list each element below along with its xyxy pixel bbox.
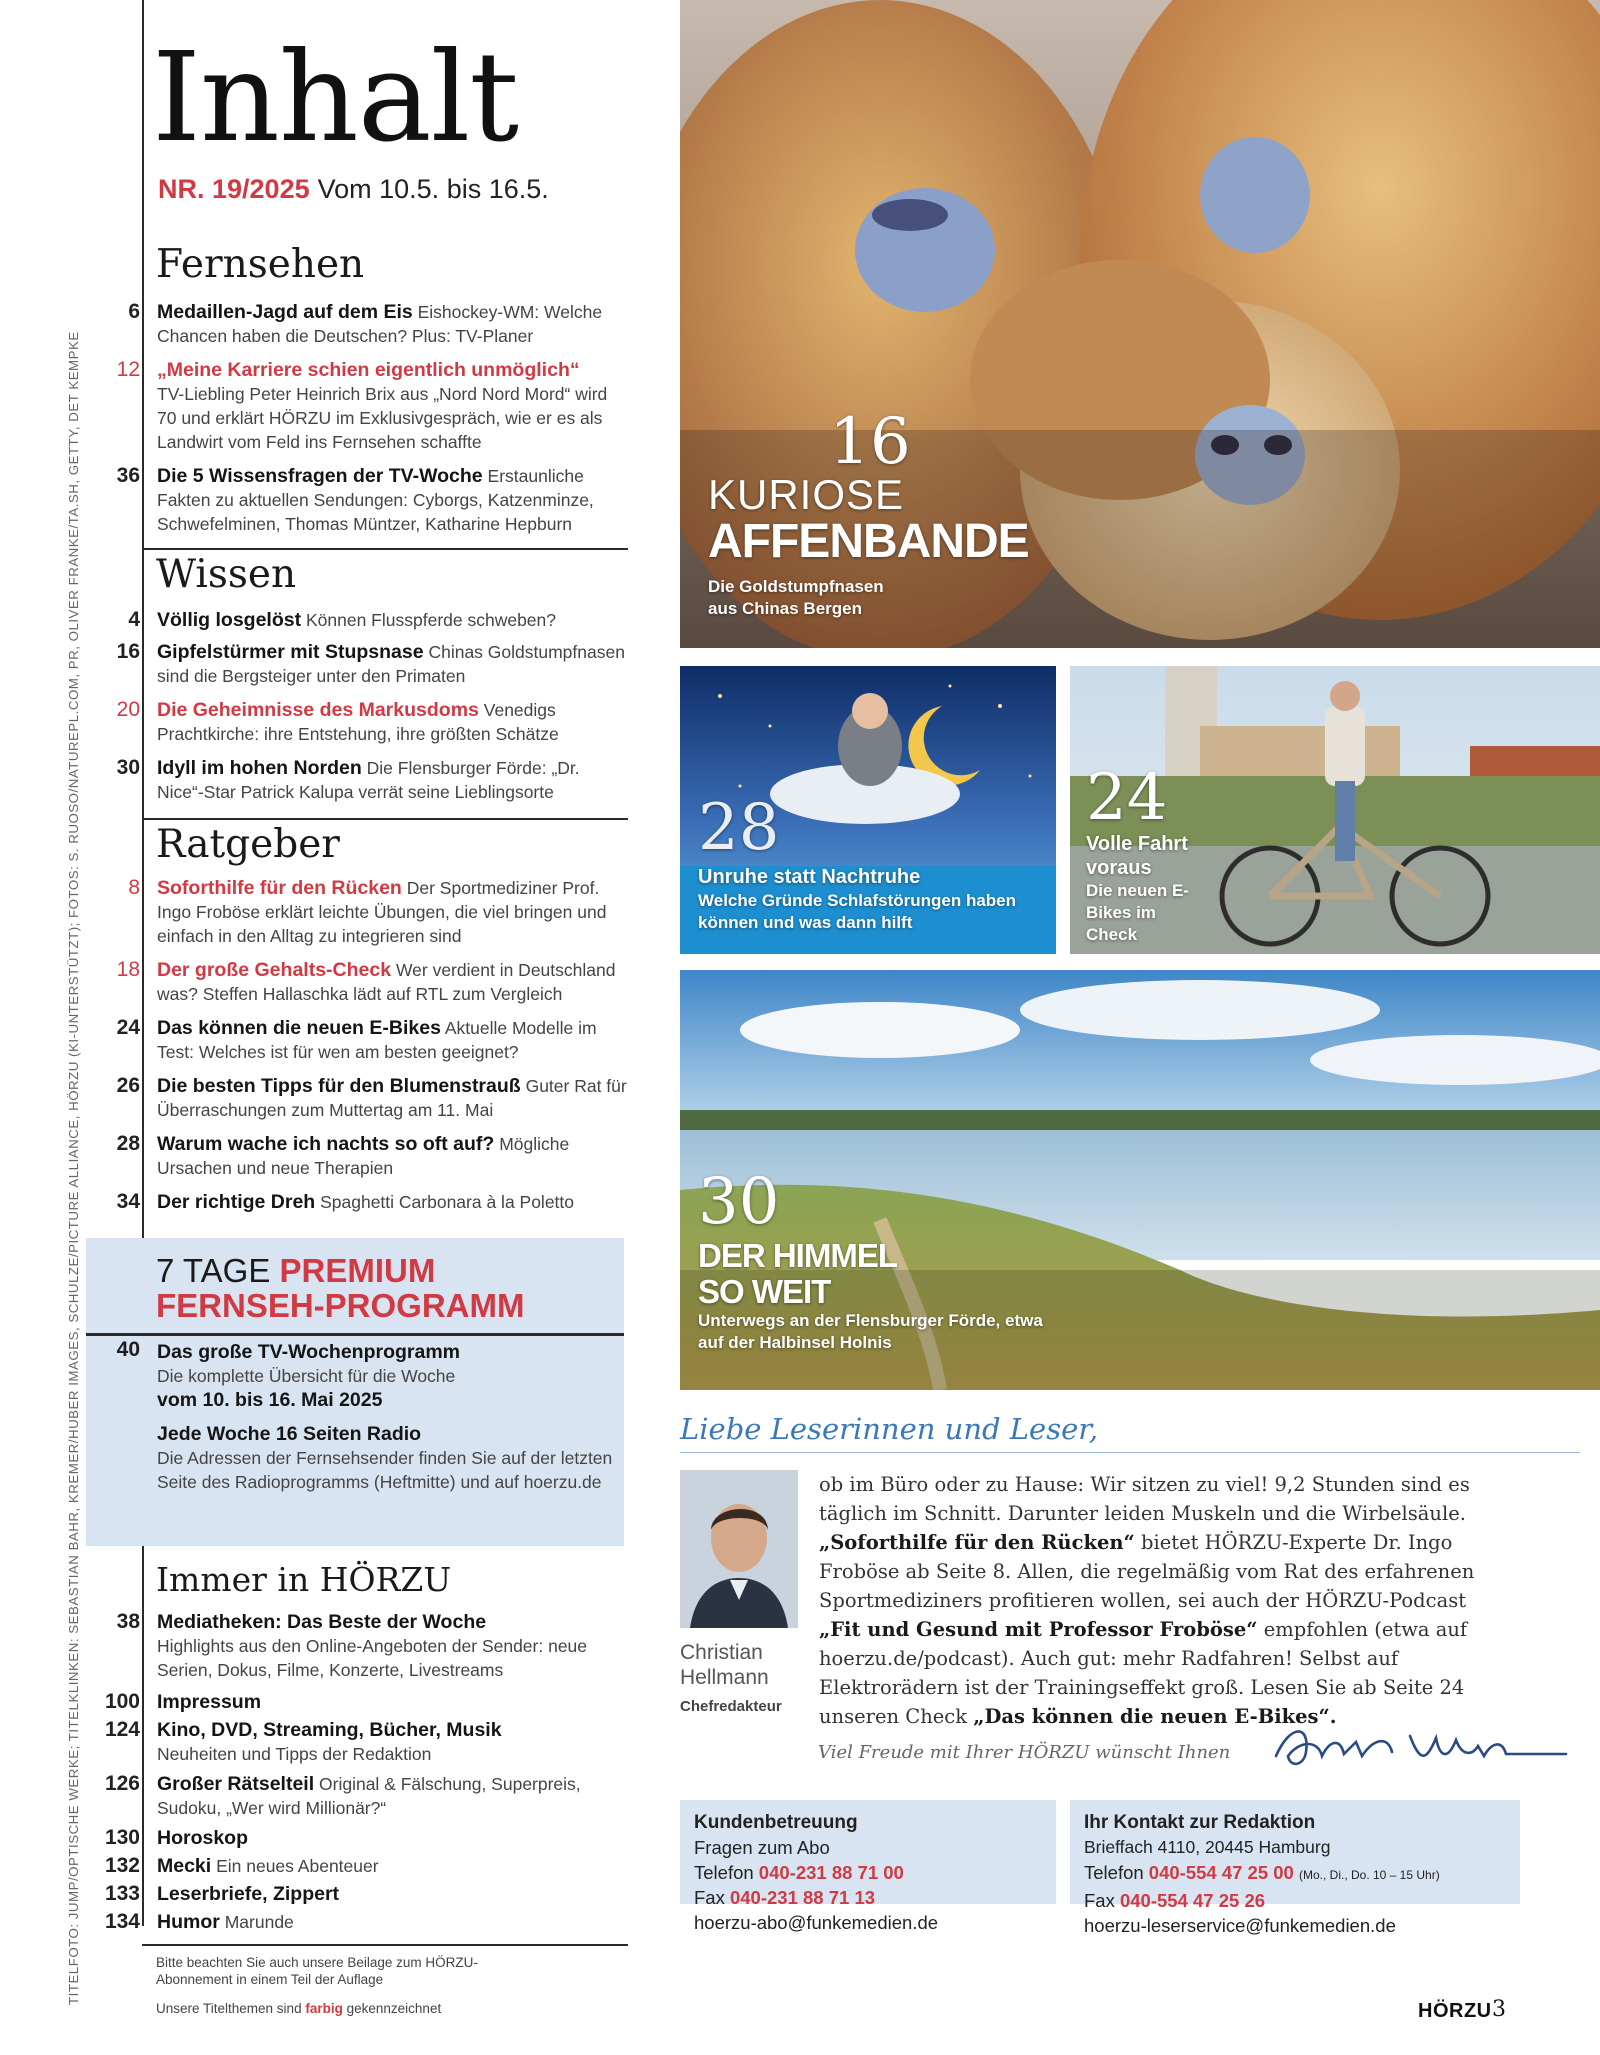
- radio-text: Die Adressen der Fernsehsender finden Sie auf der letzten Seite des Radioprogramms (Heftmitte) und auf hoerzu.de: [157, 1448, 613, 1492]
- premium-divider: [86, 1333, 624, 1336]
- entry-title: Soforthilfe für den Rücken: [157, 877, 402, 899]
- page-number-footer: 3: [1492, 1997, 1506, 2022]
- letter-paragraph: ob im Büro oder zu Hause: Wir sitzen zu viel! 9,2 Stunden sind es täglich im Schnitt. Darunter leiden Muskeln und die Wirbelsäule.: [819, 1473, 1470, 1525]
- ebike-caption: [1086, 761, 1168, 835]
- toc-entry[interactable]: [100, 1190, 630, 1214]
- featured-note: [156, 2000, 441, 2017]
- toc-entry[interactable]: [100, 876, 630, 948]
- contact-heading: Ihr Kontakt zur Redaktion: [1084, 1812, 1316, 1833]
- toc-entry[interactable]: [100, 1826, 630, 1850]
- page-number: 40: [116, 1338, 140, 1361]
- contact-line: Fragen zum Abo: [694, 1837, 830, 1858]
- teaser-title: Unruhe statt Nachtruhe: [698, 866, 921, 888]
- teaser-line1: DER HIMMEL: [698, 1237, 897, 1274]
- page-number: 34: [116, 1190, 140, 1213]
- entry-title: „Meine Karriere schien eigentlich unmöglich“: [157, 359, 580, 381]
- toc-entry[interactable]: [100, 1016, 630, 1064]
- entry-text: Highlights aus den Online-Angeboten der Sender: neue Serien, Dokus, Filme, Konzerte, Livestreams: [157, 1636, 588, 1680]
- page-number: 24: [116, 1016, 140, 1039]
- note-text: Unsere Titelthemen sind: [156, 2001, 302, 2016]
- photo-credits: TITELFOTO: JUMP/OPTISCHE WERKE; TITELKLINKEN: SEBASTIAN BAHR, KREMER/HUBER IMAGES, SCHULZE/PICTURE ALLIANCE, HÖRZU (KI-UNTERSTÜTZT); FOTOS: S. RUOSO/NATUREPL.COM, PR, OLIVER FRANKE/TA.SH, GETTY, DET KEMPKE: [66, 331, 81, 2005]
- radio-title: Jede Woche 16 Seiten Radio: [157, 1423, 422, 1445]
- toc-entry[interactable]: [100, 300, 630, 348]
- phone-hours: (Mo., Di., Do. 10 – 15 Uhr): [1298, 1868, 1440, 1882]
- teaser-line2: AFFENBANDE: [708, 515, 1029, 568]
- contact-label: Fax: [1084, 1890, 1115, 1911]
- toc-entry[interactable]: [100, 1718, 630, 1766]
- editor-first-name: Christian: [680, 1641, 763, 1664]
- note-highlight: farbig: [305, 2001, 343, 2016]
- hoerzu-logo: HÖRZU: [1418, 2000, 1492, 2022]
- toc-entry[interactable]: [100, 1610, 630, 1682]
- entry-text: Der Sportmediziner Prof. Ingo Froböse erklärt leichte Übungen, die viel bringen und einfach in den Alltag zu integrieren sind: [157, 878, 607, 946]
- toc-entry[interactable]: [100, 1854, 630, 1878]
- phone-link[interactable]: 040-231 88 71 00: [758, 1862, 904, 1883]
- entry-title: Das große TV-Wochenprogramm: [157, 1341, 461, 1363]
- page-number: 134: [104, 1910, 140, 1933]
- monkeys-caption-text: [708, 471, 1029, 620]
- contact-label: Telefon: [694, 1862, 754, 1883]
- landscape-caption: [698, 1165, 780, 1239]
- sleep-teaser-image[interactable]: [680, 666, 1056, 954]
- toc-entry[interactable]: [100, 464, 630, 536]
- sleep-caption-text: [698, 864, 1038, 934]
- entry-title: Großer Rätselteil: [157, 1773, 315, 1795]
- entry-text: Mögliche Ursachen und neue Therapien: [157, 1134, 570, 1178]
- editor-role: Chefredakteur: [680, 1698, 782, 1715]
- entry-title: Der große Gehalts-Check: [157, 959, 392, 981]
- teaser-page-number: 16: [829, 405, 911, 479]
- email-link[interactable]: hoerzu-abo@funkemedien.de: [694, 1912, 939, 1933]
- entry-text: Guter Rat für Überraschungen zum Muttertag am 11. Mai: [157, 1076, 627, 1120]
- page-number: 8: [128, 876, 140, 899]
- teaser-title: Volle Fahrt voraus: [1086, 833, 1188, 879]
- premium-body[interactable]: [157, 1340, 617, 1494]
- premium-heading: [156, 1253, 525, 1323]
- entry-text: Venedigs Prachtkirche: ihre Entstehung, ihre größten Schätze: [157, 700, 559, 744]
- supplement-note: Bitte beachten Sie auch unsere Beilage zum HÖRZU-Abonnement in einem Teil der Auflage: [156, 1955, 478, 1987]
- entry-text: Die Flensburger Förde: „Dr. Nice“-Star Patrick Kalupa verrät seine Lieblingsorte: [157, 758, 580, 802]
- fax-number[interactable]: 040-554 47 25 26: [1119, 1890, 1266, 1911]
- page-number: 16: [116, 640, 140, 663]
- entry-title: Gipfelstürmer mit Stupsnase: [157, 641, 424, 663]
- entry-text: Wer verdient in Deutschland was? Steffen Hallaschka lädt auf RTL zum Vergleich: [157, 960, 616, 1004]
- letter-paragraph: empfohlen (etwa auf hoerzu.de/podcast). Auch gut: mehr Radfahren! Selbst auf Elektrorädern ist der Trainingseffekt groß. Lesen Sie ab Seite 24 unseren Check: [819, 1618, 1468, 1728]
- entry-title: Völlig losgelöst: [157, 609, 302, 631]
- toc-entry[interactable]: [100, 1882, 630, 1906]
- section-heading-fernsehen: Fernsehen: [156, 242, 365, 287]
- contact-label: Fax: [694, 1887, 725, 1908]
- email-link[interactable]: hoerzu-leserservice@funkemedien.de: [1084, 1915, 1396, 1936]
- entry-title: Der richtige Dreh: [157, 1191, 316, 1213]
- teaser-line2: SO WEIT: [698, 1273, 831, 1310]
- toc-entry[interactable]: [100, 756, 630, 804]
- teaser-sub: Die Goldstumpfnasen aus Chinas Bergen: [708, 577, 884, 618]
- entry-text: Eishockey-WM: Welche Chancen haben die Deutschen? Plus: TV-Planer: [157, 302, 603, 346]
- phone-link[interactable]: 040-554 47 25 00: [1148, 1862, 1294, 1883]
- monkeys-teaser-image[interactable]: [680, 0, 1600, 648]
- entry-title: Idyll im hohen Norden: [157, 757, 362, 779]
- section-divider: [142, 548, 628, 550]
- teaser-page-number: 30: [698, 1165, 780, 1239]
- teaser-line1: KURIOSE: [708, 471, 905, 518]
- toc-entry[interactable]: [100, 1690, 630, 1714]
- page-number: 28: [116, 1132, 140, 1155]
- contact-heading: Kundenbetreuung: [694, 1812, 858, 1833]
- teaser-page-number: 24: [1086, 761, 1168, 835]
- entry-title: Leserbriefe, Zippert: [157, 1883, 340, 1905]
- toc-entry[interactable]: [100, 358, 630, 454]
- premium-highlight: FERNSEH-PROGRAMM: [156, 1287, 525, 1324]
- entry-title: Mecki: [157, 1855, 212, 1877]
- entry-title: Horoskop: [157, 1827, 249, 1849]
- letter-rule: [680, 1452, 1580, 1453]
- toc-entry[interactable]: [100, 1772, 630, 1820]
- page-number: 20: [116, 698, 140, 721]
- contact-label: Telefon: [1084, 1862, 1144, 1883]
- entry-text: Ein neues Abenteuer: [216, 1856, 379, 1876]
- letter-emphasis: „Soforthilfe für den Rücken“: [819, 1531, 1135, 1554]
- ebike-teaser-image[interactable]: [1070, 666, 1600, 954]
- toc-entry[interactable]: [100, 640, 630, 688]
- toc-entry[interactable]: [100, 958, 630, 1006]
- teaser-sub: Welche Gründe Schlafstörungen haben können und was dann hilft: [698, 891, 1017, 932]
- entry-text: Spaghetti Carbonara à la Poletto: [320, 1192, 575, 1212]
- section-heading-ratgeber: Ratgeber: [156, 822, 340, 867]
- entry-title: Die besten Tipps für den Blumenstrauß: [157, 1075, 521, 1097]
- entry-text: Aktuelle Modelle im Test: Welches ist für wen am besten geeignet?: [157, 1018, 597, 1062]
- entry-text: Chinas Goldstumpfnasen sind die Bergsteiger unter den Primaten: [157, 642, 625, 686]
- entry-title: Mediatheken: Das Beste der Woche: [157, 1611, 487, 1633]
- landscape-caption-text: [698, 1238, 1058, 1354]
- page-number: 12: [116, 358, 140, 381]
- page-number: 124: [104, 1718, 140, 1741]
- teaser-page-number: 28: [698, 791, 780, 865]
- entry-title: Medaillen-Jagd auf dem Eis: [157, 301, 413, 323]
- editor-name: [680, 1640, 769, 1690]
- letter-emphasis: „Fit und Gesund mit Professor Froböse“: [819, 1618, 1258, 1641]
- page-number: 26: [116, 1074, 140, 1097]
- premium-dates: vom 10. bis 16. Mai 2025: [157, 1389, 383, 1411]
- page-number: 36: [116, 464, 140, 487]
- entry-text: Neuheiten und Tipps der Redaktion: [157, 1744, 432, 1764]
- editor-photo: [680, 1470, 798, 1628]
- letter-heading: Liebe Leserinnen und Leser,: [680, 1412, 1099, 1446]
- toc-entry[interactable]: [100, 1074, 630, 1122]
- entry-title: Das können die neuen E-Bikes: [157, 1017, 441, 1039]
- entry-text: TV-Liebling Peter Heinrich Brix aus „Nord Nord Mord“ wird 70 und erklärt HÖRZU im Exklusivgespräch, wie er es als Landwirt vom Feld ins Fernsehen schaffte: [157, 384, 608, 452]
- editorial-contact-box: [1070, 1800, 1520, 1936]
- issue-dates: Vom 10.5. bis 16.5.: [317, 174, 549, 204]
- teaser-sub: Unterwegs an der Flensburger Förde, etwa auf der Halbinsel Holnis: [698, 1311, 1043, 1352]
- letter-body: [819, 1470, 1489, 1731]
- entry-text: Original & Fälschung, Superpreis, Sudoku, „Wer wird Millionär?“: [157, 1774, 581, 1818]
- entry-title: Die Geheimnisse des Markusdoms: [157, 699, 479, 721]
- page-number: 6: [128, 300, 140, 323]
- signature-icon: [1270, 1716, 1570, 1778]
- premium-highlight: PREMIUM: [279, 1252, 436, 1289]
- entry-title: Kino, DVD, Streaming, Bücher, Musik: [157, 1719, 502, 1741]
- page-number: 100: [104, 1690, 140, 1713]
- customer-service-box: [680, 1800, 1056, 1933]
- toc-entry[interactable]: [100, 1132, 630, 1180]
- monkeys-caption: [680, 405, 1060, 479]
- editor-portrait: [680, 1470, 798, 1628]
- page-number: 30: [116, 756, 140, 779]
- toc-column: [0, 0, 650, 2055]
- letter-paragraph: bietet HÖRZU-Experte Dr. Ingo Froböse ab Seite 8. Allen, die regelmäßig vom Rat des erfahrenen Sportmediziners profitieren wollen, sei auch der HÖRZU-Podcast: [819, 1531, 1475, 1612]
- section-heading-wissen: Wissen: [156, 552, 297, 597]
- page-title: Inhalt: [152, 26, 519, 170]
- page-number: 4: [128, 608, 140, 631]
- page-number: 132: [104, 1854, 140, 1877]
- toc-entry[interactable]: [100, 698, 630, 746]
- issue-number: NR. 19/2025: [158, 174, 310, 204]
- editor-last-name: Hellmann: [680, 1666, 769, 1689]
- entry-text: Können Flusspferde schweben?: [305, 610, 557, 630]
- page-number: 38: [116, 1610, 140, 1633]
- entry-text: Marunde: [224, 1912, 294, 1932]
- ebike-caption-text: [1086, 832, 1206, 946]
- entry-title: Warum wache ich nachts so oft auf?: [157, 1133, 495, 1155]
- teaser-sub: Die neuen E-Bikes im Check: [1086, 881, 1189, 944]
- letter-emphasis: „Das können die neuen E-Bikes“.: [973, 1705, 1337, 1728]
- contact-line: Brieffach 4110, 20445 Hamburg: [1084, 1837, 1331, 1857]
- entry-text: Die komplette Übersicht für die Woche: [157, 1366, 456, 1386]
- issue-line: [158, 174, 549, 205]
- entry-title: Humor: [157, 1911, 220, 1933]
- entry-title: Die 5 Wissensfragen der TV-Woche: [157, 465, 483, 487]
- toc-entry[interactable]: [100, 1910, 630, 1934]
- fax-number[interactable]: 040-231 88 71 13: [729, 1887, 876, 1908]
- page-number: 133: [104, 1882, 140, 1905]
- premium-prefix: 7 TAGE: [156, 1252, 271, 1289]
- letter-closing: Viel Freude mit Ihrer HÖRZU wünscht Ihnen: [818, 1742, 1231, 1763]
- note-text: gekennzeichnet: [346, 2001, 442, 2016]
- section-divider: [142, 1944, 628, 1946]
- entry-title: Impressum: [157, 1691, 262, 1713]
- landscape-teaser-image[interactable]: [680, 970, 1600, 1390]
- sleep-caption: [698, 791, 780, 865]
- entry-text: Erstaunliche Fakten zu aktuellen Sendungen: Cyborgs, Katzenminze, Schwefelminen, Thomas Müntzer, Katharine Hepburn: [157, 466, 594, 534]
- page-number: 126: [104, 1772, 140, 1795]
- section-divider: [142, 818, 628, 820]
- toc-entry[interactable]: [100, 608, 630, 632]
- page-number: 130: [104, 1826, 140, 1849]
- page-number: 18: [116, 958, 140, 981]
- section-heading-immer: Immer in HÖRZU: [156, 1560, 452, 1599]
